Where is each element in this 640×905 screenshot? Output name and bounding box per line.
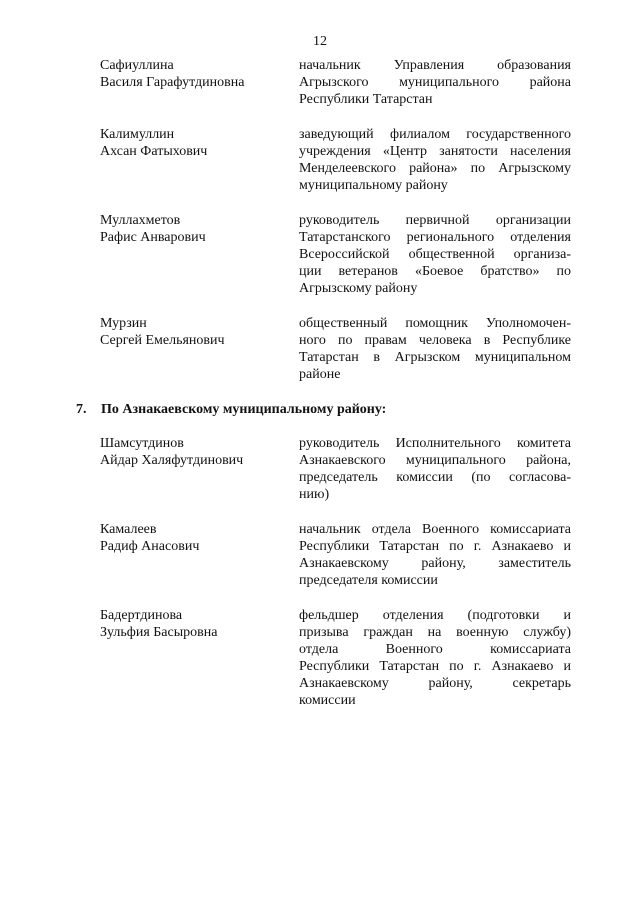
given-names: Зульфия Басыровна xyxy=(100,625,218,640)
position-line: председатель комиссии (по согласова- xyxy=(299,470,571,485)
page-number: 12 xyxy=(313,34,327,49)
position-line: заведующий филиалом государственного xyxy=(299,127,571,142)
position-line: Менделеевского района» по Агрызскому xyxy=(299,161,571,176)
member-name xyxy=(100,212,290,246)
position-line: Агрызскому району xyxy=(299,281,418,296)
surname: Шамсутдинов xyxy=(100,436,184,451)
member-position xyxy=(299,315,571,383)
position-line: начальник Управления образования xyxy=(299,58,571,73)
position-line: муниципальному району xyxy=(299,178,448,193)
position-line: Азнакаевскому району, секретарь xyxy=(299,676,571,691)
position-line: призыва граждан на военную службу) xyxy=(299,625,571,640)
member-name xyxy=(100,126,290,160)
position-line: начальник отдела Военного комиссариата xyxy=(299,522,571,537)
position-line: отдела Военного комиссариата xyxy=(299,642,571,657)
member-position xyxy=(299,435,571,503)
member-position xyxy=(299,521,571,589)
position-line: председателя комиссии xyxy=(299,573,438,588)
surname: Камалеев xyxy=(100,522,157,537)
member-position xyxy=(299,212,571,297)
member-name xyxy=(100,435,290,469)
surname: Бадертдинова xyxy=(100,608,183,623)
section-title: По Азнакаевскому муниципальному району: xyxy=(101,402,387,417)
position-line: общественный помощник Уполномочен- xyxy=(299,316,571,331)
section-heading xyxy=(76,401,386,418)
member-name xyxy=(100,57,290,91)
given-names: Ахсан Фатыхович xyxy=(100,144,208,159)
member-name xyxy=(100,607,290,641)
position-line: Республики Татарстан xyxy=(299,92,433,107)
position-line: Агрызского муниципального района xyxy=(299,75,571,90)
given-names: Василя Гарафутдиновна xyxy=(100,75,245,90)
member-position xyxy=(299,126,571,194)
position-line: Республики Татарстан по г. Азнакаево и xyxy=(299,539,571,554)
position-line: районе xyxy=(299,367,341,382)
position-line: ции ветеранов «Боевое братство» по xyxy=(299,264,571,279)
position-line: Татарстан в Агрызском муниципальном xyxy=(299,350,571,365)
position-line: Азнакаевского муниципального района, xyxy=(299,453,571,468)
surname: Мурзин xyxy=(100,316,147,331)
surname: Калимуллин xyxy=(100,127,175,142)
member-name xyxy=(100,521,290,555)
surname: Муллахметов xyxy=(100,213,181,228)
position-line: ного по правам человека в Республике xyxy=(299,333,571,348)
given-names: Радиф Анасович xyxy=(100,539,200,554)
position-line: Азнакаевскому району, заместитель xyxy=(299,556,571,571)
position-line: руководитель Исполнительного комитета xyxy=(299,436,571,451)
given-names: Айдар Халяфутдинович xyxy=(100,453,244,468)
member-name xyxy=(100,315,290,349)
position-line: учреждения «Центр занятости населения xyxy=(299,144,571,159)
position-line: комиссии xyxy=(299,693,356,708)
member-position xyxy=(299,57,571,108)
position-line: Татарстанского регионального отделения xyxy=(299,230,571,245)
position-line: Республики Татарстан по г. Азнакаево и xyxy=(299,659,571,674)
surname: Сафиуллина xyxy=(100,58,174,73)
section-number: 7. xyxy=(76,402,87,417)
position-line: Всероссийской общественной организа- xyxy=(299,247,571,262)
position-line: руководитель первичной организации xyxy=(299,213,571,228)
position-line: фельдшер отделения (подготовки и xyxy=(299,608,571,623)
position-line: нию) xyxy=(299,487,330,502)
given-names: Сергей Емельянович xyxy=(100,333,225,348)
member-position xyxy=(299,607,571,709)
given-names: Рафис Анварович xyxy=(100,230,206,245)
